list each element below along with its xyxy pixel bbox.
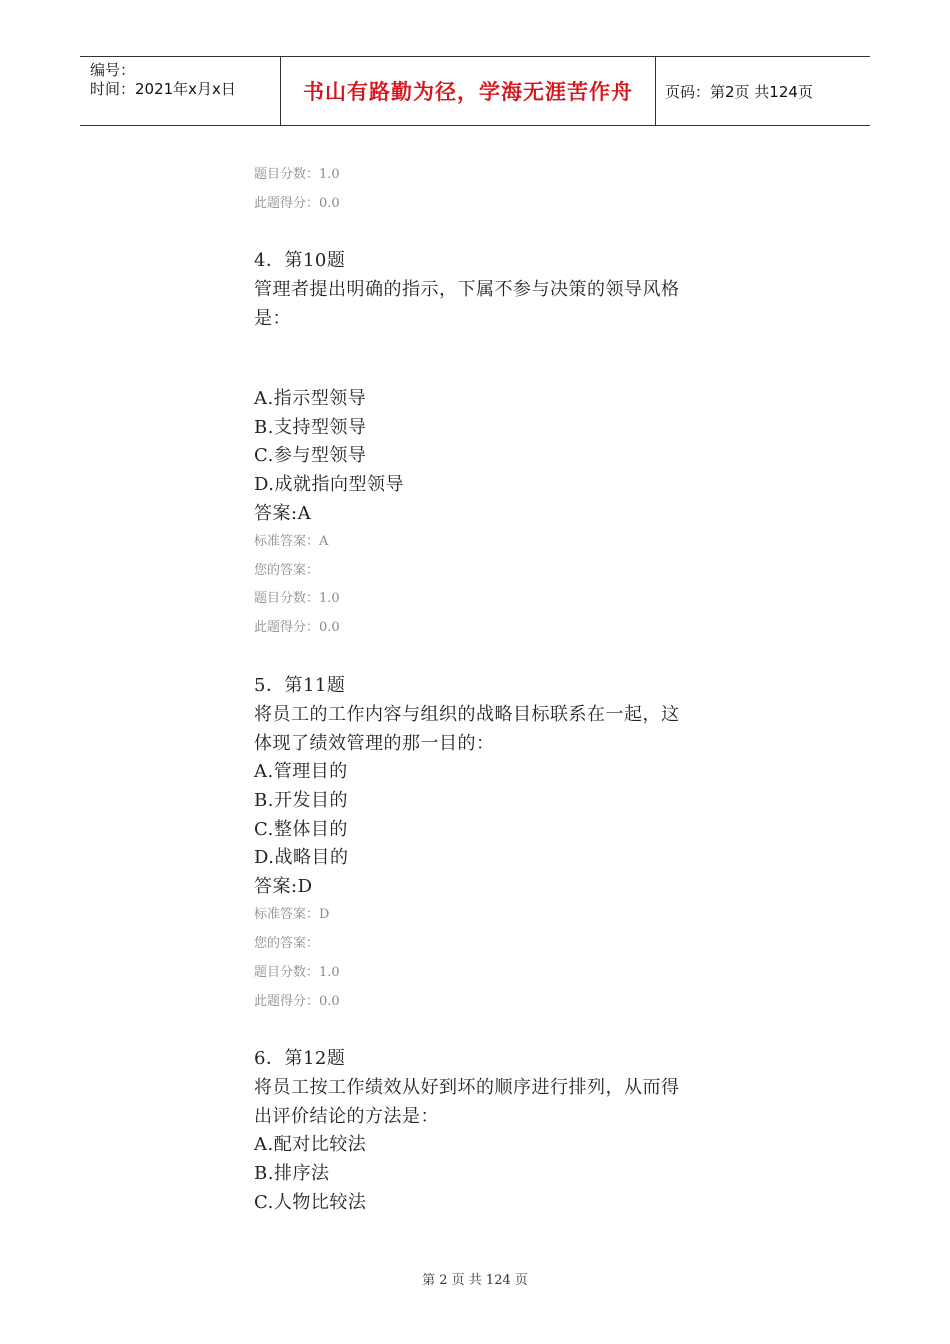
q4-standard-answer: 标准答案：A [254, 534, 329, 549]
q4-option-d: D.成就指向型领导 [254, 474, 405, 495]
page-footer: 第 2 页 共 124 页 [422, 1273, 528, 1288]
header-motto: 书山有路勤为径，学海无涯苦作舟 [303, 80, 633, 104]
q4-stem-cont: 是： [254, 308, 291, 329]
q5-got: 此题得分：0.0 [254, 994, 340, 1009]
time-label: 时间：2021年x月x日 [90, 80, 236, 98]
q4-option-c: C.参与型领导 [254, 445, 367, 466]
q6-option-c: C.人物比较法 [254, 1192, 367, 1213]
q6-title: 6．第12题 [254, 1048, 346, 1069]
q5-option-b: B.开发目的 [254, 790, 348, 811]
q6-option-a: A.配对比较法 [254, 1134, 367, 1155]
q4-stem: 管理者提出明确的指示，下属不参与决策的领导风格 [254, 279, 680, 300]
q5-option-d: D.战略目的 [254, 847, 349, 868]
header-page-info: 页码：第2页 共124页 [665, 83, 813, 101]
q6-stem-cont: 出评价结论的方法是： [254, 1106, 439, 1127]
header-left [90, 61, 236, 99]
q4-answer: 答案:A [254, 503, 312, 524]
q5-stem-cont: 体现了绩效管理的那一目的： [254, 733, 495, 754]
q5-standard-answer: 标准答案：D [254, 907, 330, 922]
q4-got: 此题得分：0.0 [254, 620, 340, 635]
q4-option-a: A.指示型领导 [254, 388, 367, 409]
q4-your-answer: 您的答案： [254, 563, 320, 578]
q4-option-b: B.支持型领导 [254, 417, 367, 438]
prev-got: 此题得分：0.0 [254, 196, 340, 211]
q4-score: 题目分数：1.0 [254, 591, 340, 606]
q5-title: 5．第11题 [254, 675, 346, 696]
q5-stem: 将员工的工作内容与组织的战略目标联系在一起，这 [254, 704, 680, 725]
q5-your-answer: 您的答案： [254, 936, 320, 951]
q6-stem: 将员工按工作绩效从好到坏的顺序进行排列，从而得 [254, 1077, 680, 1098]
q5-option-c: C.整体目的 [254, 819, 348, 840]
prev-score: 题目分数：1.0 [254, 167, 340, 182]
q6-option-b: B.排序法 [254, 1163, 330, 1184]
header-divider [655, 57, 656, 125]
q5-answer: 答案:D [254, 876, 313, 897]
q5-score: 题目分数：1.0 [254, 965, 340, 980]
q5-option-a: A.管理目的 [254, 761, 348, 782]
q4-title: 4．第10题 [254, 250, 346, 271]
number-label: 编号： [90, 61, 136, 79]
page-header [80, 56, 870, 126]
